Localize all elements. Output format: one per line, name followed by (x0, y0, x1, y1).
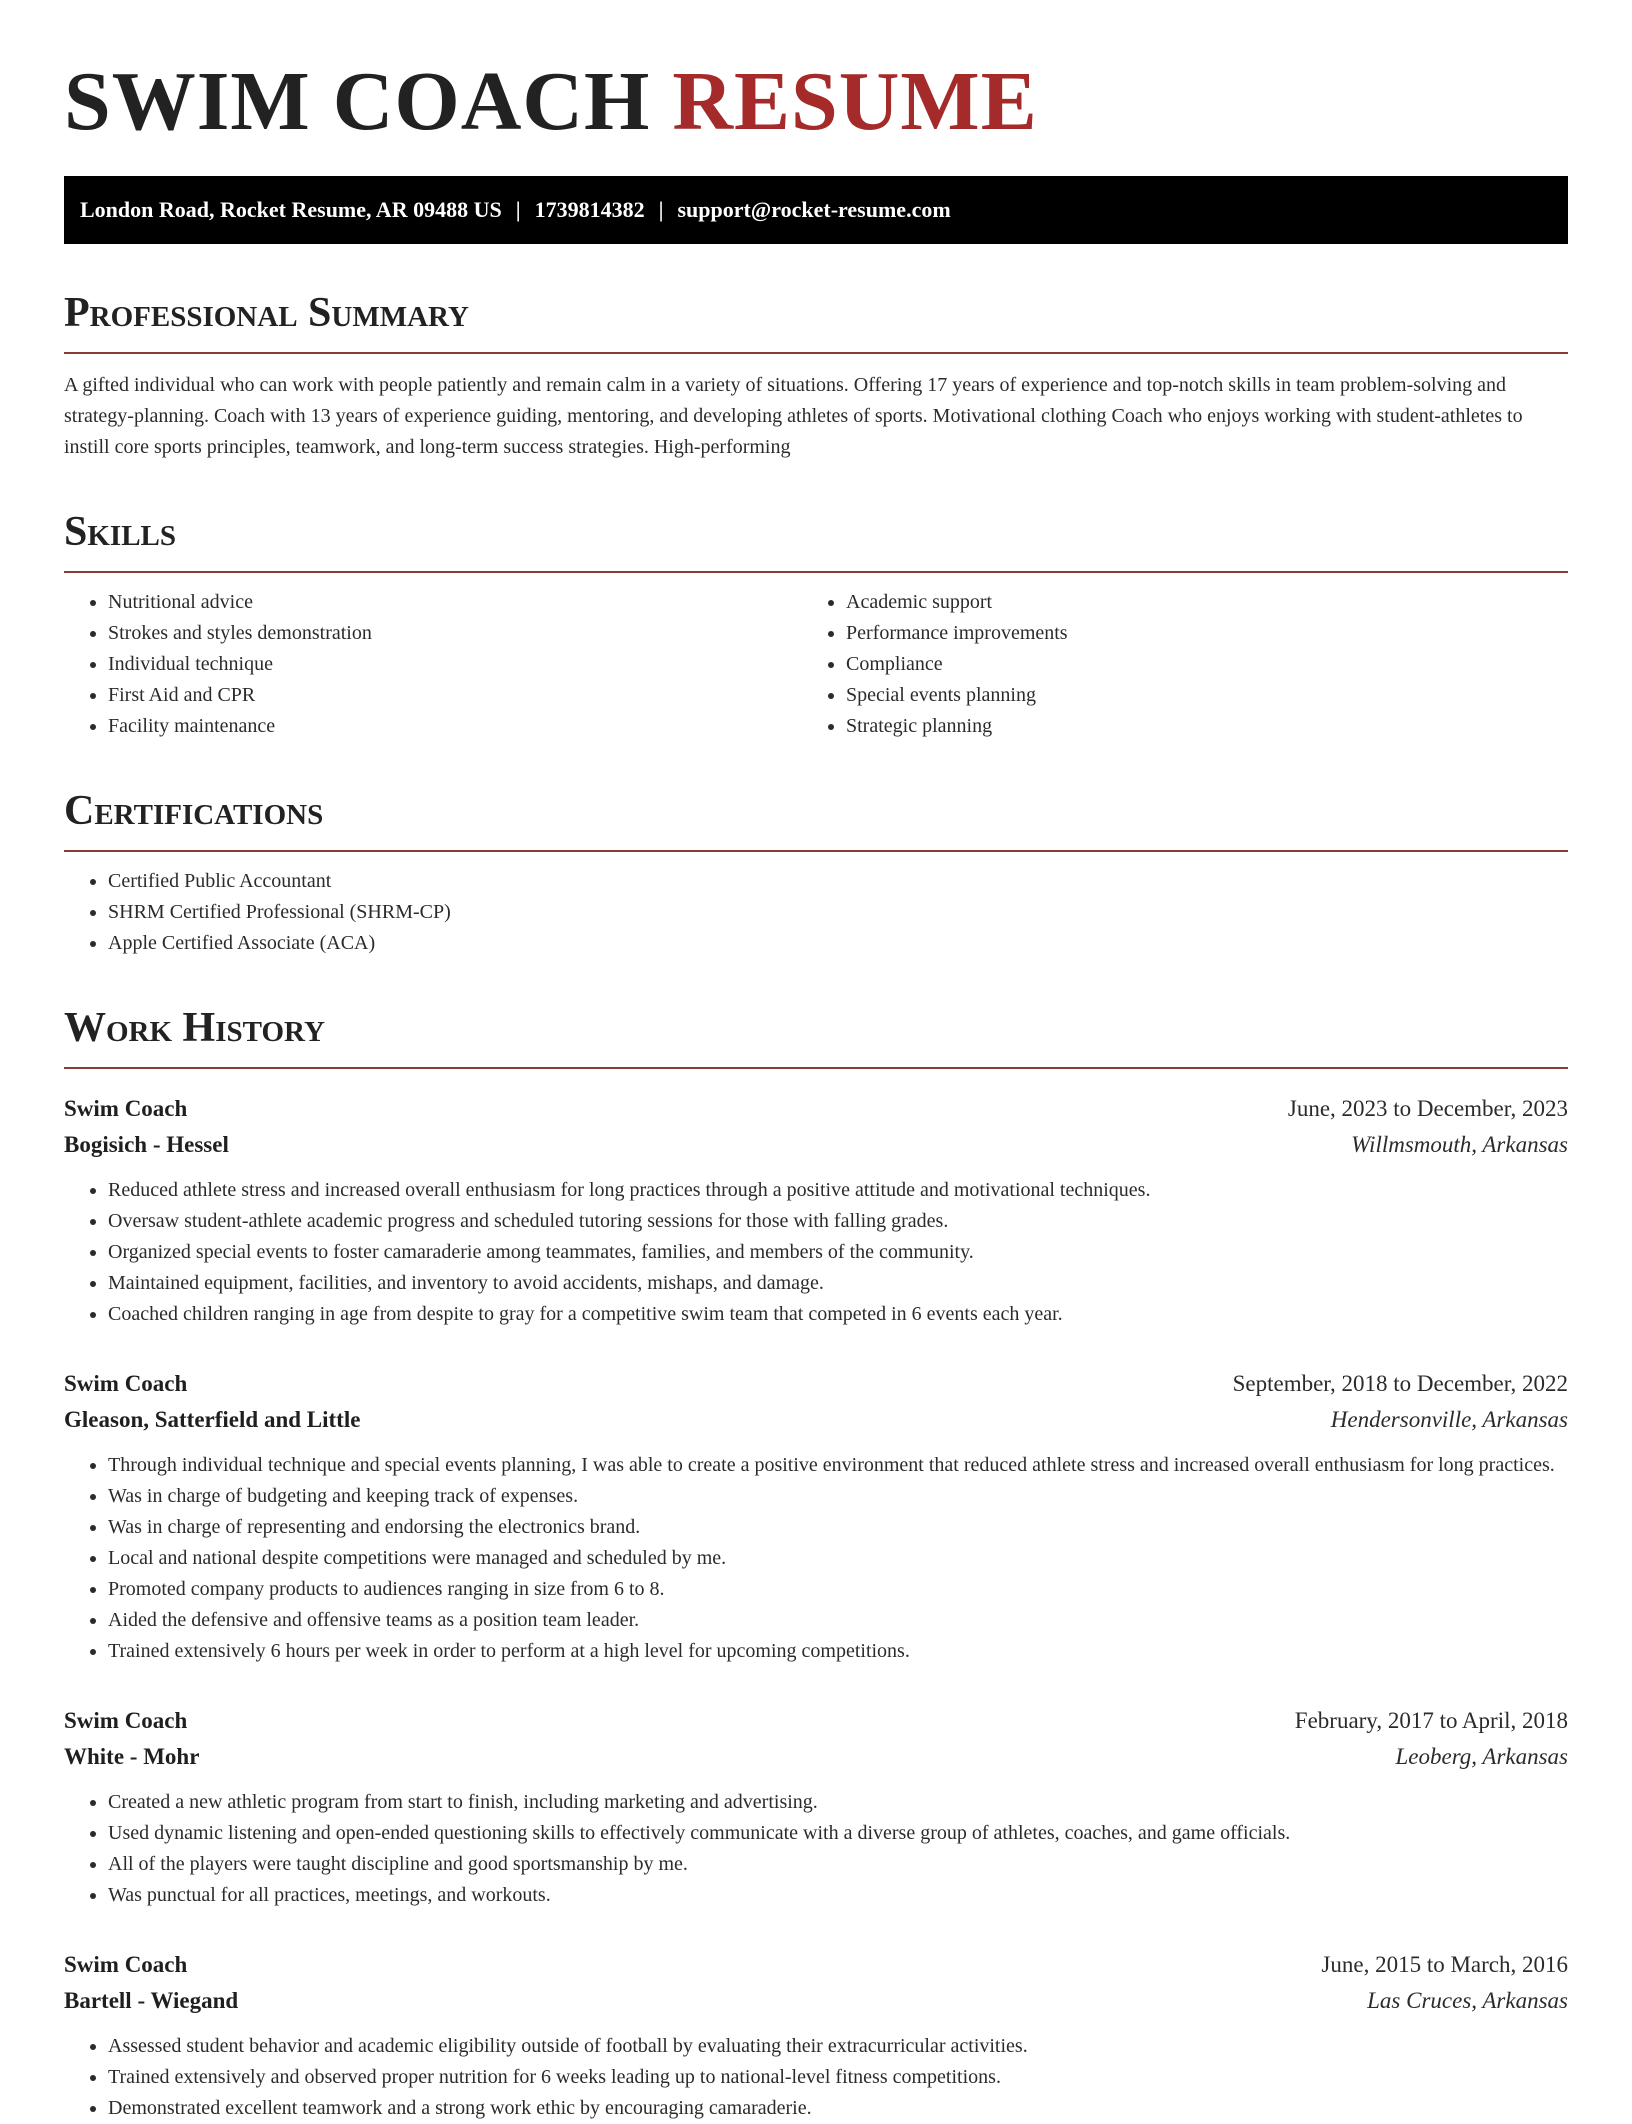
job-bullet: • Was in charge of representing and endorsing the electronics brand. (108, 1512, 1568, 1543)
certification-item: • Certified Public Accountant (108, 866, 1568, 897)
job-bullets (64, 1787, 1568, 1911)
job-location: Las Cruces, Arkansas (1367, 1988, 1568, 2013)
job-company-row (64, 1127, 1568, 1163)
section-divider (64, 1067, 1568, 1069)
job-location: Leoberg, Arkansas (1395, 1744, 1568, 1769)
resume-page (64, 0, 1568, 2124)
job-company: Bartell - Wiegand (64, 1988, 239, 2013)
certification-item: • SHRM Certified Professional (SHRM-CP) (108, 897, 1568, 928)
contact-address: London Road, Rocket Resume, AR 09488 US (80, 197, 502, 222)
skills-heading: Skills (64, 509, 177, 555)
job-title: Swim Coach (64, 1952, 188, 1977)
skill-item: • Compliance (846, 649, 1568, 680)
section-divider (64, 352, 1568, 354)
skills-column-right (816, 573, 1568, 742)
job-dates: September, 2018 to December, 2022 (1232, 1371, 1568, 1396)
job-header-row (64, 1366, 1568, 1402)
job-bullet: • Demonstrated excellent teamwork and a strong work ethic by encouraging camaraderie. (108, 2093, 1568, 2124)
job-company-row (64, 1739, 1568, 1775)
job-title: Swim Coach (64, 1371, 188, 1396)
job-title: Swim Coach (64, 1708, 188, 1733)
skill-item: • Nutritional advice (108, 587, 816, 618)
summary-heading: Professional Summary (64, 290, 469, 336)
job-bullet: • Coached children ranging in age from despite to gray for a competitive swim team that competed in 6 events each year. (108, 1299, 1568, 1330)
contact-email: support@rocket-resume.com (677, 197, 951, 222)
certification-item: • Apple Certified Associate (ACA) (108, 928, 1568, 959)
skills-grid (64, 573, 1568, 742)
job-entry (64, 1947, 1568, 2124)
job-bullet: • Assessed student behavior and academic eligibility outside of football by evaluating their extracurricular activities. (108, 2031, 1568, 2062)
job-company-row (64, 1983, 1568, 2019)
skills-column-left (64, 573, 816, 742)
job-location: Hendersonville, Arkansas (1330, 1407, 1568, 1432)
section-divider (64, 850, 1568, 852)
job-bullet: • Aided the defensive and offensive teams as a position team leader. (108, 1605, 1568, 1636)
skill-item: • Performance improvements (846, 618, 1568, 649)
job-bullet: • Reduced athlete stress and increased overall enthusiasm for long practices through a positive attitude and motivational techniques. (108, 1175, 1568, 1206)
summary-text: A gifted individual who can work with people patiently and remain calm in a variety of situations. Offering 17 years of experience and top-notch skills in team problem-solving and strategy-planning. Coach with 13 years of experience guiding, mentoring, and developing athletes of sports. Motivational clothing Coach who enjoys working with student-athletes to instill core sports principles, teamwork, and long-term success strategies. High-performing (64, 374, 1523, 458)
skill-item: • Strategic planning (846, 711, 1568, 742)
job-bullet: • Was punctual for all practices, meetings, and workouts. (108, 1880, 1568, 1911)
job-bullet: • Maintained equipment, facilities, and inventory to avoid accidents, mishaps, and damage. (108, 1268, 1568, 1299)
work-history-heading: Work History (64, 1005, 325, 1051)
job-header-row (64, 1947, 1568, 1983)
job-bullets (64, 1450, 1568, 1667)
job-bullet: • Promoted company products to audiences ranging in size from 6 to 8. (108, 1574, 1568, 1605)
certifications-heading: Certifications (64, 788, 324, 834)
job-bullet: • Through individual technique and special events planning, I was able to create a positive environment that reduced athlete stress and increased overall enthusiasm for long practices. (108, 1450, 1568, 1481)
skill-item: • Academic support (846, 587, 1568, 618)
job-bullets (64, 1175, 1568, 1330)
certifications-list (64, 866, 1568, 959)
job-header-row (64, 1703, 1568, 1739)
skill-item: • First Aid and CPR (108, 680, 816, 711)
resume-title (64, 0, 1568, 176)
job-bullet: • Local and national despite competitions were managed and scheduled by me. (108, 1543, 1568, 1574)
job-bullet: • Trained extensively 6 hours per week in order to perform at a high level for upcoming competitions. (108, 1636, 1568, 1667)
job-bullets (64, 2031, 1568, 2124)
job-entry (64, 1366, 1568, 1667)
title-main: SWIM COACH (64, 55, 651, 148)
contact-phone: 1739814382 (534, 197, 645, 222)
job-dates: June, 2015 to March, 2016 (1321, 1952, 1568, 1977)
job-entry (64, 1703, 1568, 1911)
contact-separator: | (658, 197, 664, 222)
skill-item: • Strokes and styles demonstration (108, 618, 816, 649)
job-bullet: • Was in charge of budgeting and keeping track of expenses. (108, 1481, 1568, 1512)
job-bullet: • Used dynamic listening and open-ended questioning skills to effectively communicate with a diverse group of athletes, coaches, and game officials. (108, 1818, 1568, 1849)
job-bullet: • All of the players were taught discipline and good sportsmanship by me. (108, 1849, 1568, 1880)
job-bullet: • Organized special events to foster camaraderie among teammates, families, and members of the community. (108, 1237, 1568, 1268)
job-header-row (64, 1091, 1568, 1127)
contact-bar (64, 176, 1568, 244)
skills-list-left (64, 587, 816, 742)
skill-item: • Individual technique (108, 649, 816, 680)
job-dates: February, 2017 to April, 2018 (1294, 1708, 1568, 1733)
skill-item: • Special events planning (846, 680, 1568, 711)
skills-list-right (816, 587, 1568, 742)
work-history-list (64, 1091, 1568, 2124)
job-bullet: • Oversaw student-athlete academic progress and scheduled tutoring sessions for those with falling grades. (108, 1206, 1568, 1237)
job-bullet: • Created a new athletic program from start to finish, including marketing and advertising. (108, 1787, 1568, 1818)
skill-item: • Facility maintenance (108, 711, 816, 742)
job-company: Bogisich - Hessel (64, 1132, 229, 1157)
job-dates: June, 2023 to December, 2023 (1287, 1096, 1568, 1121)
job-title: Swim Coach (64, 1096, 188, 1121)
job-location: Willmsmouth, Arkansas (1351, 1132, 1568, 1157)
job-entry (64, 1091, 1568, 1330)
title-accent: RESUME (672, 55, 1038, 148)
job-bullet: • Trained extensively and observed proper nutrition for 6 weeks leading up to national-level fitness competitions. (108, 2062, 1568, 2093)
contact-separator: | (515, 197, 521, 222)
job-company: Gleason, Satterfield and Little (64, 1407, 361, 1432)
job-company-row (64, 1402, 1568, 1438)
job-company: White - Mohr (64, 1744, 200, 1769)
